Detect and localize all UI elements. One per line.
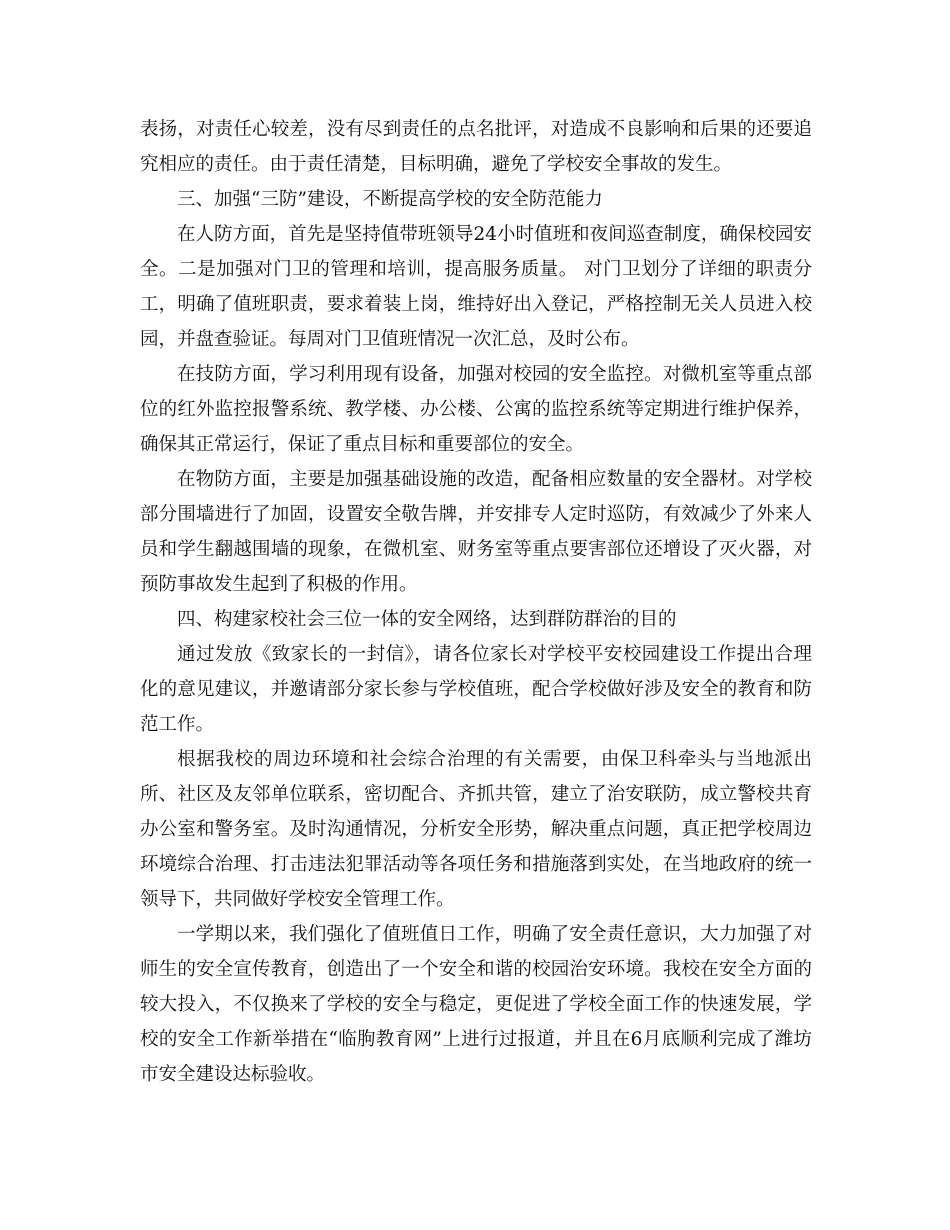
paragraph-parent-letter: 通过发放《致家长的一封信》，请各位家长对学校平安校园建设工作提出合理化的意见建议，并邀请部分家长参与学校值班，配合学校做好涉及安全的教育和防范工作。 [140, 644, 812, 735]
paragraph-technical-defense: 在技防方面，学习利用现有设备，加强对校园的安全监控。对微机室等重点部位的红外监控报警系统、教学楼、办公楼、公寓的监控系统等定期进行维护保养，确保其正常运行，保证了重点目标和重要部位的安全。 [140, 364, 812, 455]
paragraph-personnel-defense: 在人防方面，首先是坚持值带班领导24小时值班和夜间巡查制度，确保校园安全。二是加强对门卫的管理和培训，提高服务质量。 对门卫划分了详细的职责分工，明确了值班职责，要求着装上岗，维持好出入登记，严格控制无关人员进入校园，并盘查验证。每周对门卫值班情况一次汇总，及时公布。 [140, 224, 812, 350]
paragraph-community-cooperation: 根据我校的周边环境和社会综合治理的有关需要，由保卫科牵头与当地派出所、社区及友邻单位联系，密切配合、齐抓共管，建立了治安联防，成立警校共育办公室和警务室。及时沟通情况，分析安全形势，解决重点问题，真正把学校周边环境综合治理、打击违法犯罪活动等各项任务和措施落到实处，在当地政府的统一领导下，共同做好学校安全管理工作。 [140, 749, 812, 910]
section-heading-4: 四、构建家校社会三位一体的安全网络，达到群防群治的目的 [177, 609, 677, 630]
paragraph-summary: 一学期以来，我们强化了值班值日工作，明确了安全责任意识，大力加强了对师生的安全宣传教育，创造出了一个安全和谐的校园治安环境。我校在安全方面的较大投入，不仅换来了学校的安全与稳定，更促进了学校全面工作的快速发展，学校的安全工作新举措在“临朐教育网”上进行过报道，并且在6月底顺利完成了潍坊市安全建设达标验收。 [140, 924, 812, 1085]
section-heading-3: 三、加强“三防”建设，不断提高学校的安全防范能力 [177, 189, 603, 210]
document-body [140, 112, 812, 1092]
paragraph-1: 表扬，对责任心较差，没有尽到责任的点名批评，对造成不良影响和后果的还要追究相应的责任。由于责任清楚，目标明确，避免了学校安全事故的发生。 [140, 119, 812, 175]
paragraph-physical-defense: 在物防方面，主要是加强基础设施的改造，配备相应数量的安全器材。对学校部分围墙进行了加固，设置安全敬告牌，并安排专人定时巡防，有效减少了外来人员和学生翻越围墙的现象，在微机室、财务室等重点要害部位还增设了灭火器，对预防事故发生起到了积极的作用。 [140, 469, 812, 595]
